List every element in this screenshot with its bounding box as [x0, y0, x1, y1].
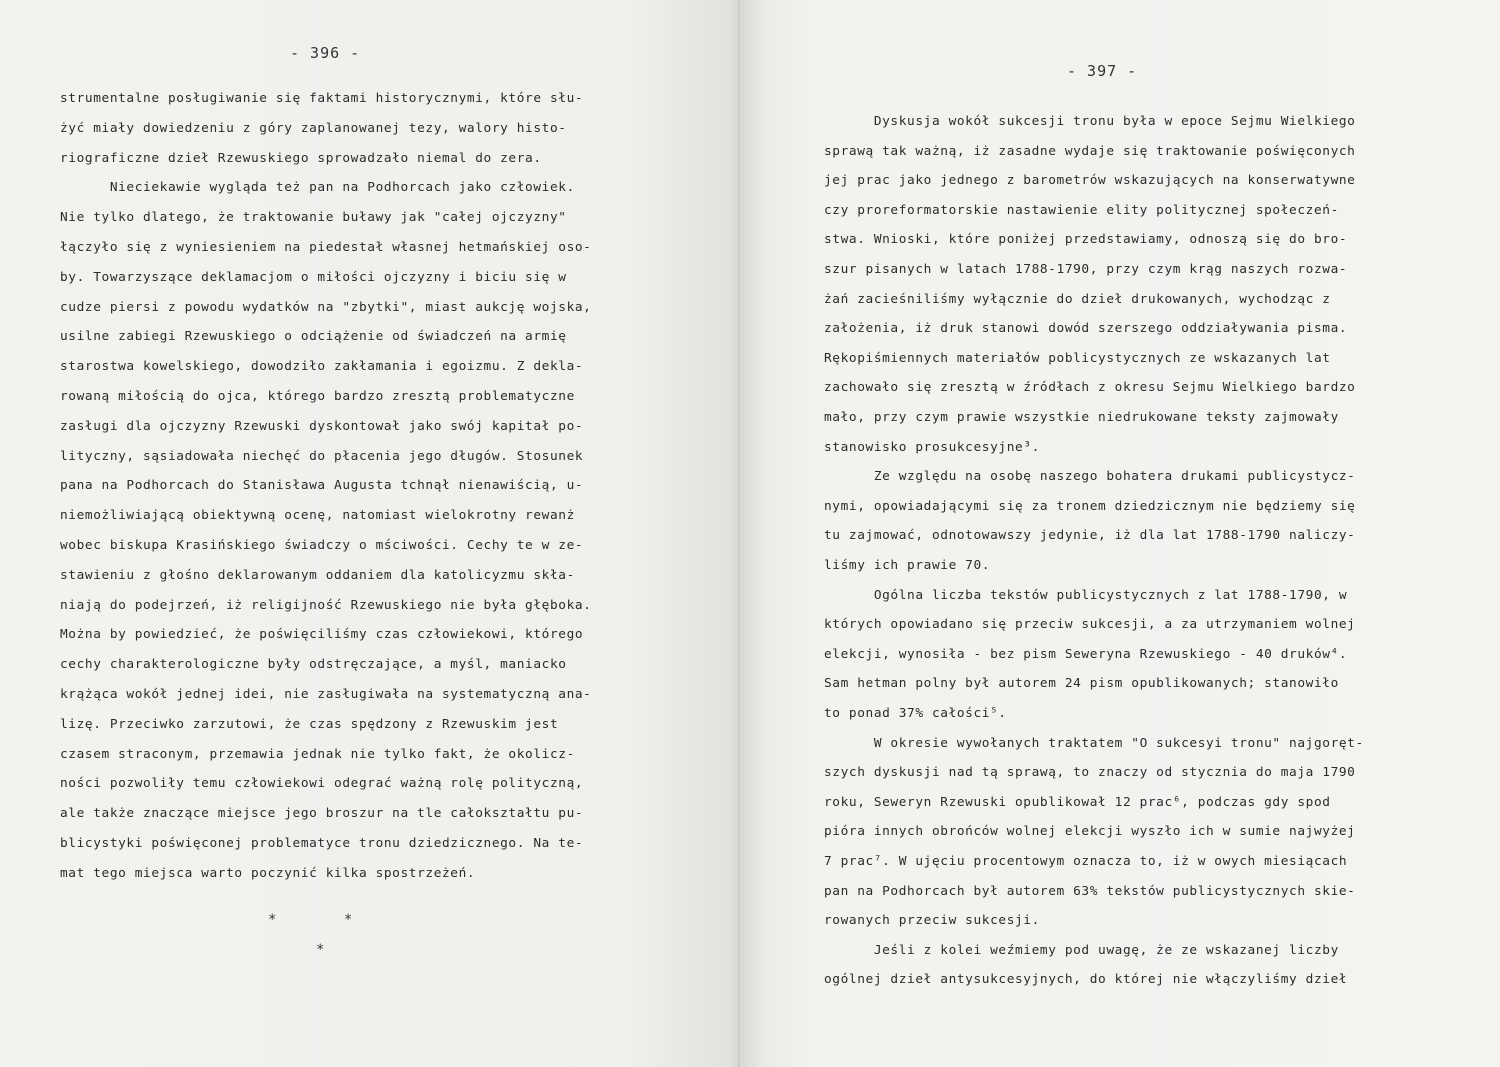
section-separator-bottom: *	[316, 942, 325, 958]
text-line: Dyskusja wokół sukcesji tronu była w epoce Sejmu Wielkiego	[824, 114, 1356, 129]
text-line: założenia, iż druk stanowi dowód szerszego oddziaływania pisma.	[824, 321, 1348, 337]
text-line: cechy charakterologiczne były odstręczające, a myśl, maniacko	[60, 657, 567, 673]
text-line: Rękopiśmiennych materiałów poblicystycznych ze wskazanych lat	[824, 350, 1331, 366]
text-line: stwa. Wnioski, które poniżej przedstawiamy, odnoszą się do bro-	[824, 232, 1348, 248]
text-line: Ze względu na osobę naszego bohatera drukami publicystycz-	[824, 469, 1356, 485]
text-line: roku, Seweryn Rzewuski opublikował 12 prac⁶, podczas gdy spod	[824, 794, 1331, 810]
text-line: by. Towarzyszące deklamacjom o miłości ojczyzny i biciu się w	[60, 269, 567, 285]
text-line: niemożliwiającą obiektywną ocenę, natomiast wielokrotny rewanż	[60, 508, 575, 524]
text-line: żań zacieśniliśmy wyłącznie do dzieł drukowanych, wychodząc z	[824, 291, 1331, 307]
text-line: lizę. Przeciwko zarzutowi, że czas spędzony z Rzewuskim jest	[60, 716, 559, 732]
text-line: W okresie wywołanych traktatem "O sukcesyi tronu" najgoręt-	[824, 735, 1364, 751]
text-line: łączyło się z wyniesieniem na piedestał własnej hetmańskiej oso-	[60, 240, 592, 255]
text-line: wobec biskupa Krasińskiego świadczy o mściwości. Cechy te w ze-	[60, 538, 584, 553]
text-line: lityczny, sąsiadowała niechęć do płacenia jego długów. Stosunek	[60, 448, 584, 464]
text-line: Ogólna liczba tekstów publicystycznych z lat 1788-1790, w	[824, 587, 1348, 603]
page-number-left: - 396 -	[290, 44, 361, 62]
text-line: Nieciekawie wygląda też pan na Podhorcach jako człowiek.	[60, 180, 575, 196]
right-page	[742, 0, 1500, 1067]
text-line: jej prac jako jednego z barometrów wskazujących na konserwatywne	[824, 173, 1356, 189]
text-line: tu zajmować, odnotowawszy jedynie, iż dla lat 1788-1790 naliczy-	[824, 528, 1356, 544]
section-separator-top: * *	[268, 912, 353, 928]
text-line: zasługi dla ojczyzny Rzewuski dyskontował jako swój kapitał po-	[60, 418, 584, 434]
text-line: riograficzne dzieł Rzewuskiego sprowadzało niemal do zera.	[60, 150, 542, 166]
text-line: pan na Podhorcach był autorem 63% tekstów publicystycznych skie-	[824, 883, 1356, 899]
text-line: ności pozwoliły temu człowiekowi odegrać ważną rolę polityczną,	[60, 776, 584, 792]
left-page	[0, 0, 742, 1067]
text-line: Jeśli z kolei weźmiemy pod uwagę, że ze wskazanej liczby	[824, 942, 1339, 958]
text-line: stawieniu z głośno deklarowanym oddaniem dla katolicyzmu skła-	[60, 567, 575, 583]
page-number-right: - 397 -	[1067, 62, 1138, 80]
text-line: mat tego miejsca warto poczynić kilka spostrzeżeń.	[60, 865, 476, 881]
text-line: czasem straconym, przemawia jednak nie tylko fakt, że okolicz-	[60, 746, 575, 762]
text-line: Nie tylko dlatego, że traktowanie buławy jak "całej ojczyzny"	[60, 210, 567, 226]
text-line: zachowało się zresztą w źródłach z okresu Sejmu Wielkiego bardzo	[824, 380, 1356, 396]
text-line: 7 prac⁷. W ujęciu procentowym oznacza to, iż w owych miesiącach	[824, 854, 1348, 869]
text-line: sprawą tak ważną, iż zasadne wydaje się traktowanie poświęconych	[824, 143, 1356, 159]
text-line: pióra innych obrońców wolnej elekcji wyszło ich w sumie najwyżej	[824, 824, 1356, 840]
text-line: Sam hetman polny był autorem 24 pism opublikowanych; stanowiło	[824, 676, 1339, 692]
text-line: niają do podejrzeń, iż religijność Rzewuskiego nie była głęboka.	[60, 597, 592, 613]
text-line: ogólnej dzieł antysukcesyjnych, do której nie włączyliśmy dzieł	[824, 972, 1348, 988]
text-line: mało, przy czym prawie wszystkie niedrukowane teksty zajmowały	[824, 410, 1339, 425]
text-line: rowaną miłością do ojca, którego bardzo zresztą problematyczne	[60, 389, 575, 404]
text-line: których opowiadano się przeciw sukcesji, a za utrzymaniem wolnej	[824, 617, 1356, 633]
text-line: szych dyskusji nad tą sprawą, to znaczy od stycznia do maja 1790	[824, 765, 1356, 781]
text-line: starostwa kowelskiego, dowodziło zakłamania i egoizmu. Z dekla-	[60, 359, 584, 375]
text-line: Można by powiedzieć, że poświęciliśmy czas człowiekowi, którego	[60, 627, 584, 643]
text-line: stanowisko prosukcesyjne³.	[824, 439, 1040, 455]
text-line: szur pisanych w latach 1788-1790, przy czym krąg naszych rozwa-	[824, 262, 1348, 277]
text-line: liśmy ich prawie 70.	[824, 558, 991, 573]
text-line: ale także znaczące miejsce jego broszur na tle całokształtu pu-	[60, 806, 584, 822]
text-line: pana na Podhorcach do Stanisława Augusta tchnął nienawiścią, u-	[60, 478, 584, 494]
text-line: rowanych przeciw sukcesji.	[824, 913, 1040, 929]
text-line: żyć miały dowiedzeniu z góry zaplanowanej tezy, walory histo-	[60, 120, 567, 136]
text-line: elekcji, wynosiła - bez pism Seweryna Rzewuskiego - 40 druków⁴.	[824, 646, 1348, 662]
text-line: strumentalne posługiwanie się faktami historycznymi, które słu-	[60, 91, 584, 106]
text-line: nymi, opowiadającymi się za tronem dziedzicznym nie będziemy się	[824, 498, 1356, 514]
text-line: krążąca wokół jednej idei, nie zasługiwała na systematyczną ana-	[60, 687, 592, 702]
text-line: czy proreformatorskie nastawienie elity politycznej społeczeń-	[824, 202, 1339, 218]
text-line: to ponad 37% całości⁵.	[824, 706, 1007, 721]
text-line: blicystyki poświęconej problematyce tronu dziedzicznego. Na te-	[60, 836, 584, 851]
text-line: cudze piersi z powodu wydatków na "zbytki", miast aukcję wojska,	[60, 299, 592, 315]
text-line: usilne zabiegi Rzewuskiego o odciążenie od świadczeń na armię	[60, 329, 567, 345]
